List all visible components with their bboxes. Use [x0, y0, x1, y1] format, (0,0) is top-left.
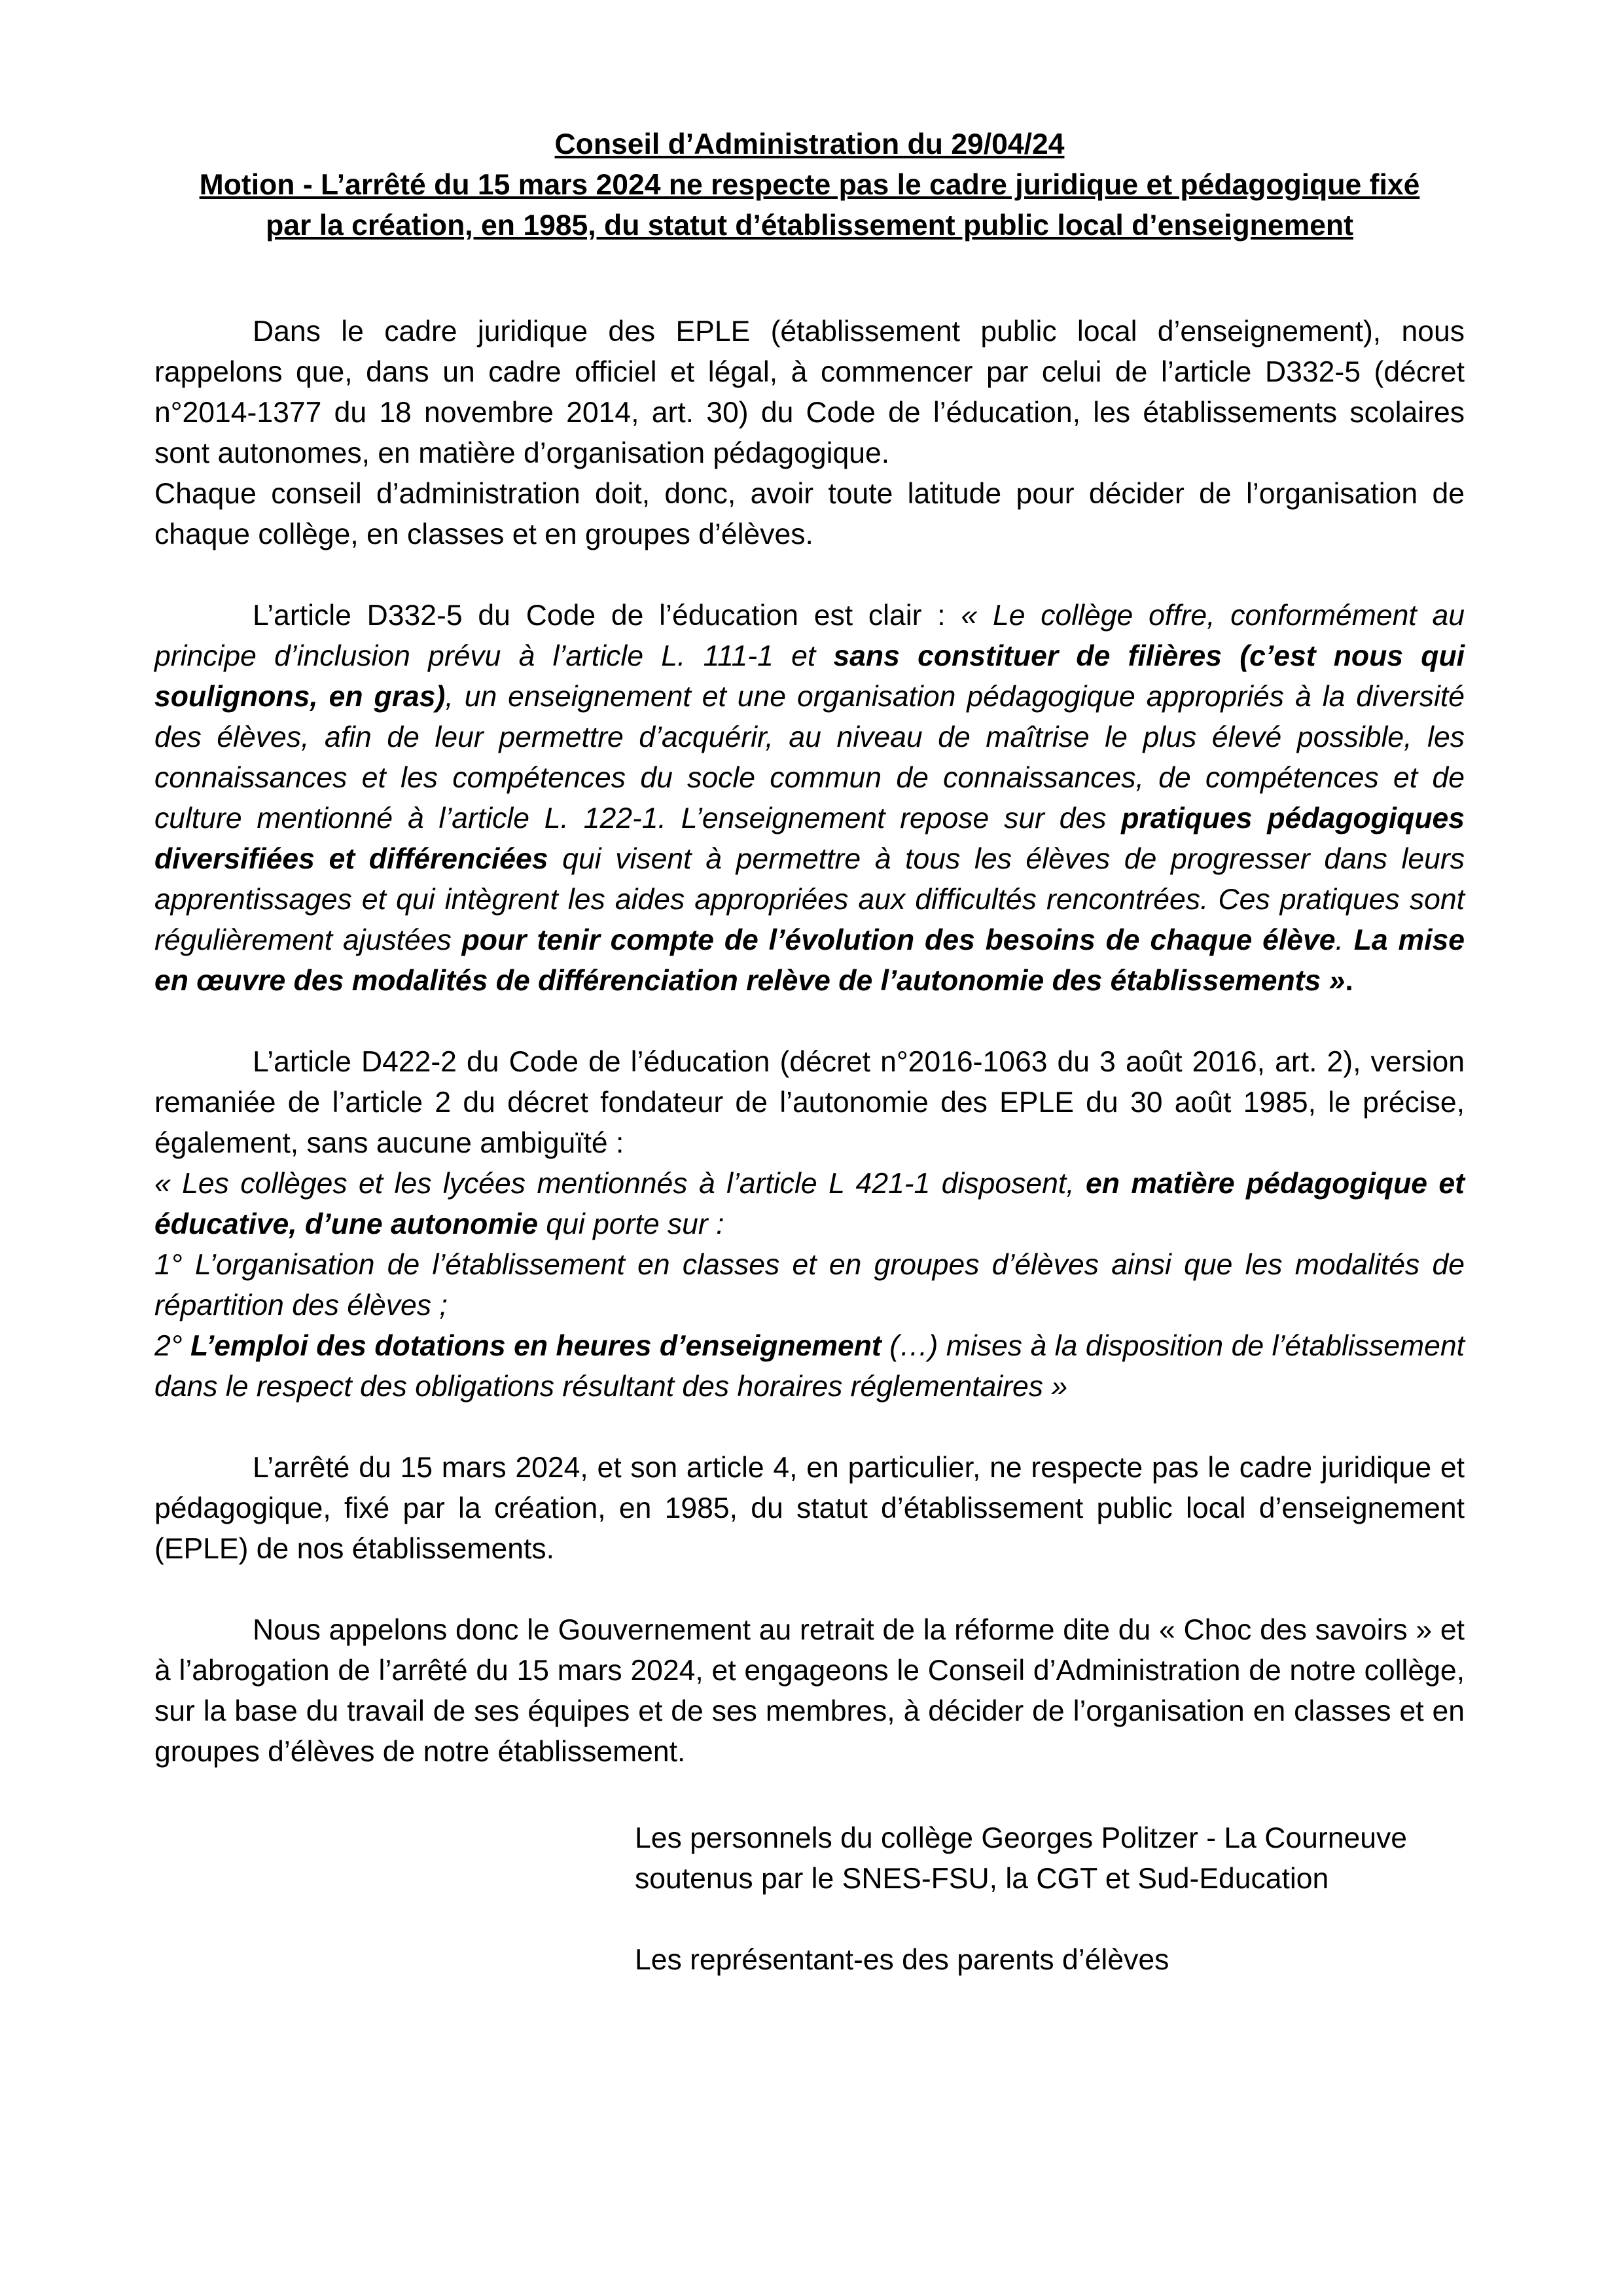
title-line-2: Motion - L’arrêté du 15 mars 2024 ne respecte pas le cadre juridique et pédagogique fixé: [199, 169, 1420, 201]
signature-line-1: Les personnels du collège Georges Politzer - La Courneuve: [635, 1822, 1407, 1854]
p3-item-2-rest: (…) mises à la disposition de l’établissement dans le respect des obligations résultant des horaires réglementaires »: [154, 1330, 1465, 1403]
document-title: [154, 124, 1465, 246]
p3-bold-1: en matière pédagogique et éducative, d’une autonomie: [154, 1168, 1465, 1240]
p3-quote-1: « Les collèges et les lycées mentionnés à l’article L 421-1 disposent,: [154, 1168, 1086, 1200]
p2-end: .: [1345, 965, 1353, 997]
p2-text-1: L’article D332-5 du Code de l’éducation est clair :: [253, 600, 961, 632]
signature-line-2: soutenus par le SNES-FSU, la CGT et Sud-Education: [635, 1863, 1329, 1895]
paragraph-3-quote: [154, 1164, 1465, 1245]
title-line-1: Conseil d’Administration du 29/04/24: [554, 128, 1065, 160]
p2-bold-2: pratiques pédagogiques diversifiées et différenciées: [154, 802, 1465, 875]
document-page: [154, 124, 1465, 1772]
paragraph-1: Dans le cadre juridique des EPLE (établissement public local d’enseignement), nous rappelons que, dans un cadre officiel et légal, à commencer par celui de l’article D332-5 (décret n°2014-1377 du 18 novembre 2014, art. 30) du Code de l’éducation, les établissements scolaires sont autonomes, en matière d’organisation pédagogique.: [154, 315, 1465, 469]
p2-quote-1: « Le collège offre, conformément au principe d’inclusion prévu à l’article L. 111-1 et: [154, 600, 1465, 672]
p3-item-1: 1° L’organisation de l’établissement en classes et en groupes d’élèves ainsi que les modalités de répartition des élèves ;: [154, 1249, 1465, 1321]
p2-bold-4: La mise en œuvre des modalités de différenciation relève de l’autonomie des établissements »: [154, 924, 1465, 997]
paragraph-4: L’arrêté du 15 mars 2024, et son article 4, en particulier, ne respecte pas le cadre juridique et pédagogique, fixé par la création, en 1985, du statut d’établissement public local d’enseignement (EPLE) de nos établissements.: [154, 1452, 1465, 1565]
p2-quote-2: , un enseignement et une organisation pédagogique appropriés à la diversité des élèves, afin de leur permettre d’acquérir, au niveau de maîtrise le plus élevé possible, les connaissances et les compétences du socle commun de connaissances, de compétences et de culture mentionné à l’article L. 122-1. L’enseignement repose sur des: [154, 681, 1465, 834]
p3-bold-2: L’emploi des dotations en heures d’enseignement: [190, 1330, 882, 1362]
p2-quote-3: qui visent à permettre à tous les élèves de progresser dans leurs apprentissages et qui intègrent les aides appropriées aux difficultés rencontrées. Ces pratiques sont régulièrement ajustées: [154, 843, 1465, 956]
title-line-3: par la création, en 1985, du statut d’établissement public local d’enseignement: [266, 209, 1353, 242]
paragraph-2: [154, 596, 1465, 1001]
p2-bold-3: pour tenir compte de l’évolution des besoins de chaque élève: [461, 924, 1336, 956]
paragraph-3-item-1: [154, 1245, 1465, 1326]
signature-line-3: Les représentant-es des parents d’élèves: [635, 1944, 1169, 1976]
paragraph-1b: Chaque conseil d’administration doit, donc, avoir toute latitude pour décider de l’organisation de chaque collège, en classes et en groupes d’élèves.: [154, 478, 1465, 550]
paragraph-5: Nous appelons donc le Gouvernement au retrait de la réforme dite du « Choc des savoirs » et à l’abrogation de l’arrêté du 15 mars 2024, et engageons le Conseil d’Administration de notre collège, sur la base du travail de ses équipes et de ses membres, à décider de l’organisation en classes et en groupes d’élèves de notre établissement.: [154, 1614, 1465, 1768]
paragraph-3-item-2: [154, 1326, 1465, 1407]
p3-item-2-prefix: 2°: [154, 1330, 191, 1362]
p2-quote-4: .: [1335, 924, 1354, 956]
p2-bold-1: sans constituer de filières (c’est nous qui soulignons, en gras): [154, 640, 1465, 713]
p3-quote-2: qui porte sur :: [538, 1208, 724, 1240]
paragraph-3: L’article D422-2 du Code de l’éducation (décret n°2016-1063 du 3 août 2016, art. 2), version remaniée de l’article 2 du décret fondateur de l’autonomie des EPLE du 30 août 1985, le précise, également, sans aucune ambiguïté :: [154, 1046, 1465, 1159]
